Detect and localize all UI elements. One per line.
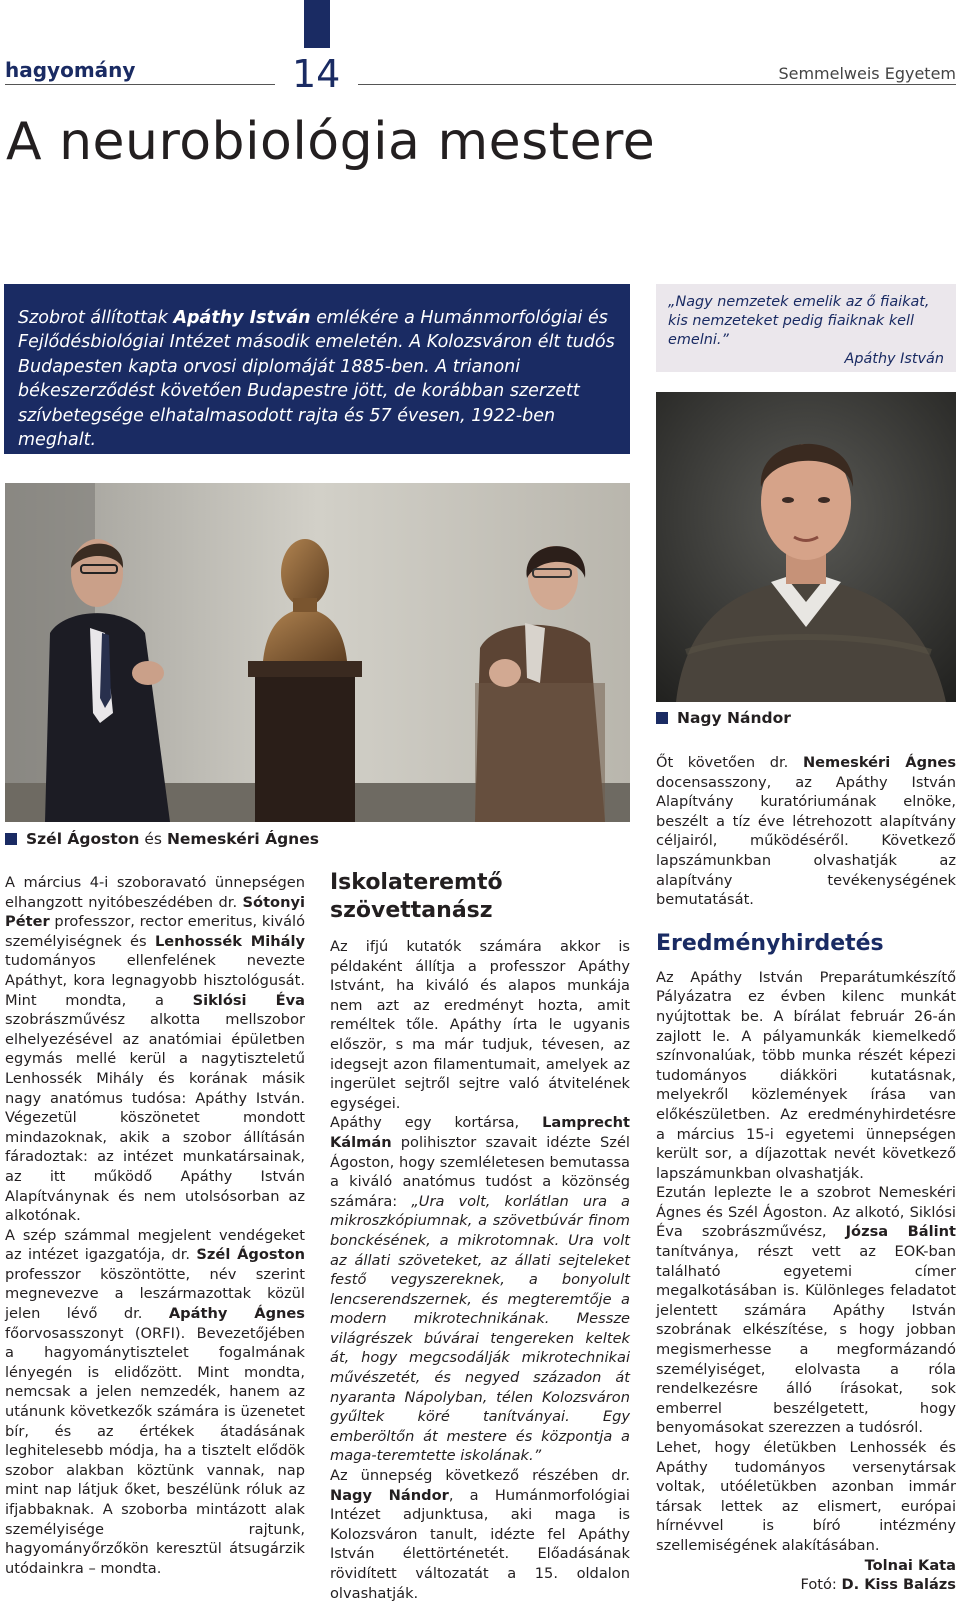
col2-p3-text-a: Az ünnepség következő részében dr. <box>330 1467 630 1485</box>
caption-portrait-text: Nagy Nándor <box>677 709 791 727</box>
col2-p3-name: Nagy Nándor <box>330 1486 449 1504</box>
col1-p1-text-c: tudományos ellenfelének nevezte Apáthyt, kora legnagyobb hisztológusát. Mint mondta, a <box>5 952 305 1009</box>
page-number-bar <box>304 0 330 48</box>
photo-unveiling-illustration <box>5 483 630 822</box>
col2-paragraph-1: Az ifjú kutatók számára akkor is példaként állítja a professzor Apáthy Istvánt, ha kiváló és alapos munkája nem azt az eredményt hozta, amit reméltek tőle. Apáthy írta le ugyanis először, s ma már tudjuk, tévesen, az idegsejt azon filamentumait, amelyek az ingerület sejtről sejtre való átvitelének egységei. <box>330 938 630 1112</box>
caption-conjunction: és <box>139 830 167 848</box>
photo-unveiling <box>5 483 630 822</box>
col1-p1-text-a: A március 4-i szoboravató ünnepségen elhangzott nyitóbeszédében dr. <box>5 874 305 911</box>
col3-p3-name: Józsa Bálint <box>845 1223 956 1241</box>
col1-p1-text-b: professzor, rector emeritus, kiváló személyiségnek és <box>5 913 305 950</box>
col3-paragraph-1 <box>656 753 956 910</box>
lead-name: Apáthy István <box>173 308 311 328</box>
col2-p2-name: Lamprecht Kálmán <box>330 1114 630 1151</box>
col3-paragraph-3 <box>656 1183 956 1438</box>
column-1 <box>5 873 305 1578</box>
caption-unveiling <box>5 830 319 848</box>
col1-p1-name-a: Sótonyi Péter <box>5 893 305 931</box>
col3-p3-text-b: tanítványa, részt vett az EOK-ban található egyetemi címer megalkotásában is. Különleges feladatot jelentett számára Apáthy István szobrának elkészítése, s hogy jobban megismerhesse a megformázandó személyiséget, elolvasta a róla rendelkezésre álló írásokat, sok emberrel beszélgetett, hogy benyomásokat szerezzen a tudósról. <box>656 1243 956 1437</box>
col3-paragraph-2: Az Apáthy István Preparátumkészítő Pályázatra ez évben kilenc munkát nyújtottak be. A bírálat február 26-án zajlott le. A pályamunkák kiemelkedő színvonalúak, több munka részét képezi tudományos diákköri kutatásnak, melyekről közlemények írása van előkészületben. Az eredményhirdetésre a március 15-i egyetemi ünnepségen került sor, a díjazottak nevét következő lapszámunkban olvashatják. <box>656 968 956 1182</box>
col1-p2-name-a: Szél Ágoston <box>196 1246 305 1264</box>
lead-box <box>4 284 630 454</box>
author-line <box>656 1556 956 1576</box>
quote-text: „Nagy nemzetek emelik az ő fiaikat, kis nemzeteket pedig fiaiknak kell emelni.” <box>668 294 930 348</box>
col1-paragraph-2 <box>5 1226 305 1579</box>
photo-credit-prefix: Fotó: <box>800 1576 842 1594</box>
photo-credit-name: D. Kiss Balázs <box>841 1576 956 1594</box>
col2-p2-quote: „Ura volt, korlátlan ura a mikroszkópiumnak, a szövetbúvár finom bonckésének, a mikrotomnak. Ura volt az állati szöveteket, az állati sejteleket festő vegyszereknek, a bonyolult lencserendszernek, és megteremtője a modern mikrotechnikának. Messze világrészek búvárai tengereken keltek át, hogy megcsodálják mikrotechnikai művészetét, és negyed századon át nyaranta Nápolyban, télen Kolozsváron gyűltek köré tanítványai. Egy emberöltőn át mestere és központja a maga-teremtette iskolának.” <box>330 1192 630 1465</box>
photo-portrait-illustration <box>656 392 956 702</box>
col2-p2-text-b: polihisztor szavait idézte Szél Ágoston, hogy szemléletesen bemutassa a kiváló anatómus tudóst a közönség számára: <box>330 1133 630 1210</box>
col1-p1-name-c: Siklósi Éva <box>192 991 305 1009</box>
lead-text-2: emlékére a Humánmorfológiai és Fejlődésbiológiai Intézet második emeletén. A Kolozsváron élt tudós Budapesten kapta orvosi diplomáját 1885-ben. A trianoni békeszerződést követően Budapestre jött, de korábban szerzett szívbetegsége elhatalmasodott rajta és 57 évesen, 1922-ben meghalt. <box>18 308 615 451</box>
header-rule-right <box>358 84 956 85</box>
col3-p1-name: Nemeskéri Ágnes <box>802 754 957 771</box>
caption-square-icon <box>5 833 17 845</box>
col2-paragraph-2 <box>330 1113 630 1466</box>
col1-paragraph-1 <box>5 873 305 1226</box>
publication-name: Semmelweis Egyetem <box>778 64 956 83</box>
caption-square-icon <box>656 712 668 724</box>
section-label: hagyomány <box>5 58 136 82</box>
col3-paragraph-4: Lehet, hogy életükben Lenhossék és Apáthy tudományos versenytársak voltak, utóéletükben azonban immár társak lettek az elismert, európai hírnévvel is bíró intézmény szellemiségének alakításában. <box>656 1439 956 1554</box>
col2-paragraph-3 <box>330 1466 630 1603</box>
col1-p2-text-b: professzor köszöntötte, név szerint megnevezve a leszármazottak közül jelen lévő dr. <box>5 1265 305 1323</box>
page-number: 14 <box>292 52 341 96</box>
caption-name-1: Szél Ágoston <box>26 830 140 848</box>
quote-box <box>656 284 956 372</box>
col1-p2-text-a: A szép számmal megjelent vendégeket az intézet igazgatója, dr. <box>5 1226 305 1264</box>
lead-text-1: Szobrot állítottak <box>18 308 174 328</box>
col1-p2-text-c: főorvosasszonyt (ORFI). Bevezetőjében a hagyománytisztelet fogalmának lényegén is elidőzött. Mint mondta, nemcsak a jelen nemzedék, hanem az utánunk következők számára is üzenetet bír, és az értékek átadásának leghitelesebb módja, ha a tisztelt elődök szobor alakban köztünk vannak, nap mint nap látjuk őket, beszélünk róluk az ifjabbaknak. A szoborba mintázott alak személyisége rajtunk, hagyományőrzőkön keresztül átsugárzik utódainkra – mondta. <box>5 1324 305 1577</box>
photo-portrait <box>656 392 956 702</box>
col2-p2-text-a: Apáthy egy kortársa, <box>330 1114 543 1132</box>
caption-name-2: Nemeskéri Ágnes <box>166 830 319 848</box>
col3-p1-text-b: docensasszony, az Apáthy István Alapítvány kuratóriumának elnöke, beszélt a tíz éve létrehozott alapítvány céljairól, működéséről. Következő lapszámunkban olvashatják az alapítvány tevékenységének bemutatását. <box>656 773 956 909</box>
col2-heading: Iskolateremtő szövettanász <box>330 870 503 923</box>
col1-p1-name-b: Lenhossék Mihály <box>154 932 305 950</box>
col1-p1-text-d: szobrászművész alkotta mellszobor elhelyezésével az anatómiai épületben egymás mellé kerül a nagytiszteletű Lenhossék Mihály és korának másik nagy anatómus tudósa: Apáthy István. Végezetül köszönetet mondott mindazoknak, akik a szobor állításán fáradoztak: az intézet munkatársainak, az itt működő Apáthy István Alapítványnak és nem utolsósorban az alkotónak. <box>5 1011 305 1225</box>
header-rule-left <box>5 84 275 85</box>
col1-p2-name-b: Apáthy Ágnes <box>168 1305 305 1323</box>
photo-credit-line <box>656 1575 956 1595</box>
col3-heading: Eredményhirdetés <box>656 930 884 956</box>
col3-p1-text-a: Őt követően dr. <box>656 754 803 771</box>
caption-portrait <box>656 709 791 727</box>
col3-p3-text-a: Ezután leplezte le a szobrot Nemeskéri Ágnes és Szél Ágoston. Az alkotó, Siklósi Éva szobrászművész, <box>656 1184 956 1241</box>
column-2 <box>330 869 630 1603</box>
quote-author: Apáthy István <box>844 351 944 367</box>
author-name: Tolnai Kata <box>864 1556 956 1574</box>
article-title: A neurobiológia mestere <box>6 112 656 172</box>
column-3 <box>656 753 956 1595</box>
col2-p3-text-b: , a Humánmorfológiai Intézet adjunktusa, aki maga is Kolozsváron tanult, idézte fel Apáthy István élettörténetét. Előadásának rövidített változatát a 15. oldalon olvashatják. <box>330 1486 630 1602</box>
